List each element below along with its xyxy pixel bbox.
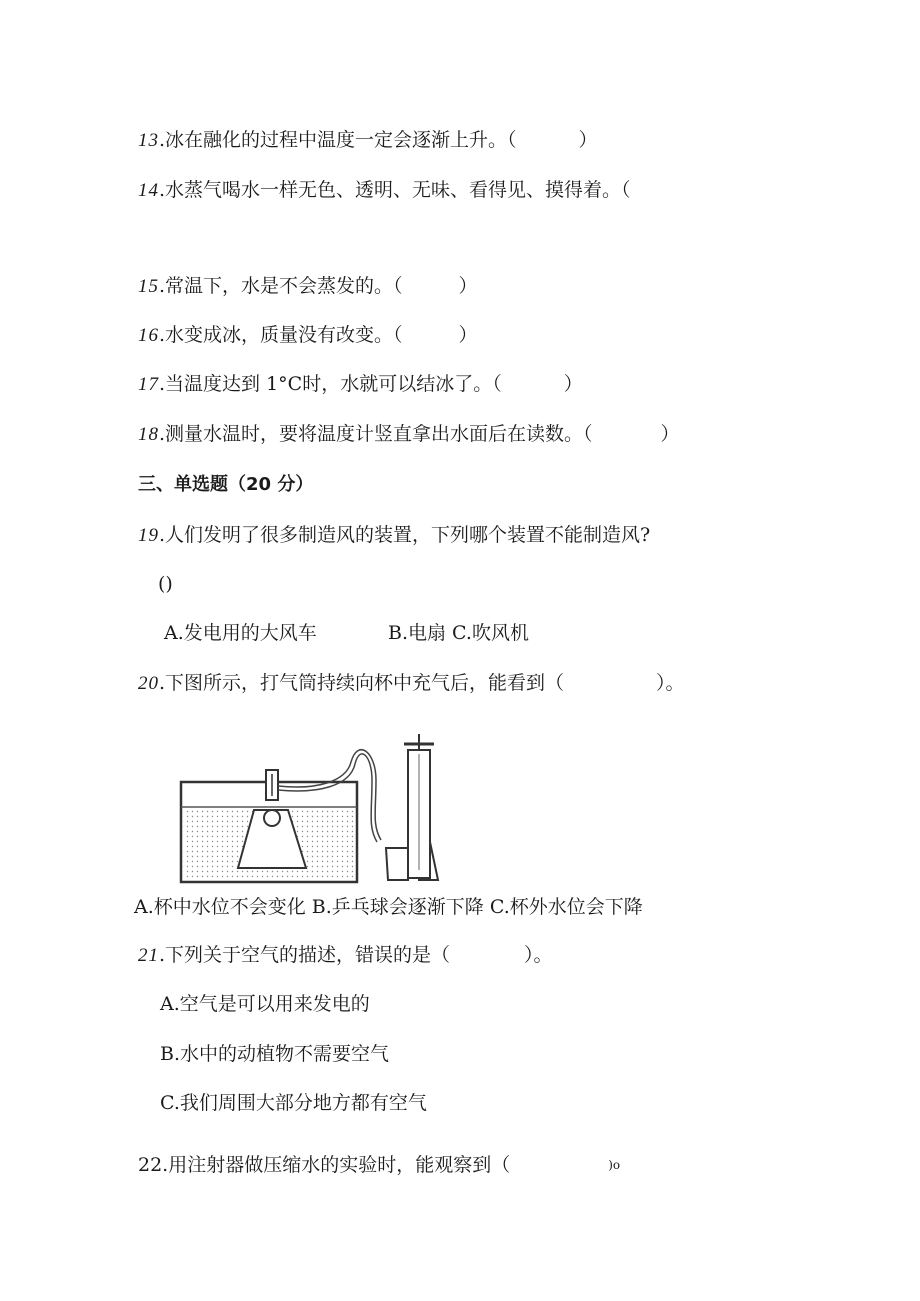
section-heading: 三、单选题（20 分） <box>138 474 314 495</box>
question-13 <box>138 128 598 153</box>
option-a[interactable]: A.空气是可以用来发电的 <box>160 993 370 1015</box>
question-text: .人们发明了很多制造风的装置，下列哪个装置不能制造风? <box>159 524 651 546</box>
question-text: .水蒸气喝水一样无色、透明、无味、看得见、摸得着。（ <box>159 179 631 201</box>
pump-base <box>386 848 408 880</box>
question-17 <box>138 372 583 397</box>
question-number: 19 <box>138 525 159 546</box>
question-text: .常温下，水是不会蒸发的。（ <box>159 275 403 297</box>
question-number: 17 <box>138 374 159 395</box>
close-paren: ） <box>660 423 680 445</box>
question-text: .当温度达到 1°C时，水就可以结冰了。（ <box>159 373 502 395</box>
close-paren: )o <box>608 1158 621 1172</box>
close-paren: ） <box>458 324 478 346</box>
ping-pong-ball <box>264 810 280 826</box>
question-22 <box>138 1153 620 1177</box>
q20-options[interactable]: A.杯中水位不会变化 B.乒乓球会逐渐下降 C.杯外水位会下降 <box>134 896 643 918</box>
question-text: .测量水温时，要将温度计竖直拿出水面后在读数。（ <box>159 423 593 445</box>
option-c[interactable]: C.我们周围大部分地方都有空气 <box>160 1092 427 1114</box>
question-number: 20 <box>138 673 159 694</box>
question-text: .下列关于空气的描述，错误的是（ <box>159 944 451 966</box>
close-paren: ） <box>578 129 598 151</box>
question-number: 16 <box>138 325 159 346</box>
answer-paren[interactable]: () <box>158 573 173 595</box>
question-number: 18 <box>138 424 159 445</box>
question-14 <box>138 178 631 203</box>
question-number: 13 <box>138 130 159 151</box>
close-paren: ） <box>458 275 478 297</box>
close-paren: ）。 <box>524 944 553 966</box>
option-b-c[interactable]: B.电扇 C.吹风机 <box>388 622 529 644</box>
question-21 <box>138 943 553 968</box>
question-19 <box>138 523 650 548</box>
question-number: 21 <box>138 945 159 966</box>
option-b[interactable]: B.水中的动植物不需要空气 <box>160 1043 390 1065</box>
question-text: .冰在融化的过程中温度一定会逐渐上升。（ <box>159 129 517 151</box>
question-number: 15 <box>138 276 159 297</box>
question-18 <box>138 422 680 447</box>
question-text: 22.用注射器做压缩水的实验时，能观察到（ <box>138 1154 511 1176</box>
close-paren: ）。 <box>656 672 685 694</box>
question-number: 14 <box>138 180 159 201</box>
air-pump-experiment-figure <box>176 730 466 890</box>
question-text: .下图所示，打气筒持续向杯中充气后，能看到（ <box>159 672 565 694</box>
question-15 <box>138 274 478 299</box>
question-text: .水变成冰，质量没有改变。（ <box>159 324 403 346</box>
option-a[interactable]: A.发电用的大风车 <box>164 622 317 644</box>
question-16 <box>138 323 478 348</box>
question-20 <box>138 671 685 696</box>
close-paren: ） <box>563 373 583 395</box>
